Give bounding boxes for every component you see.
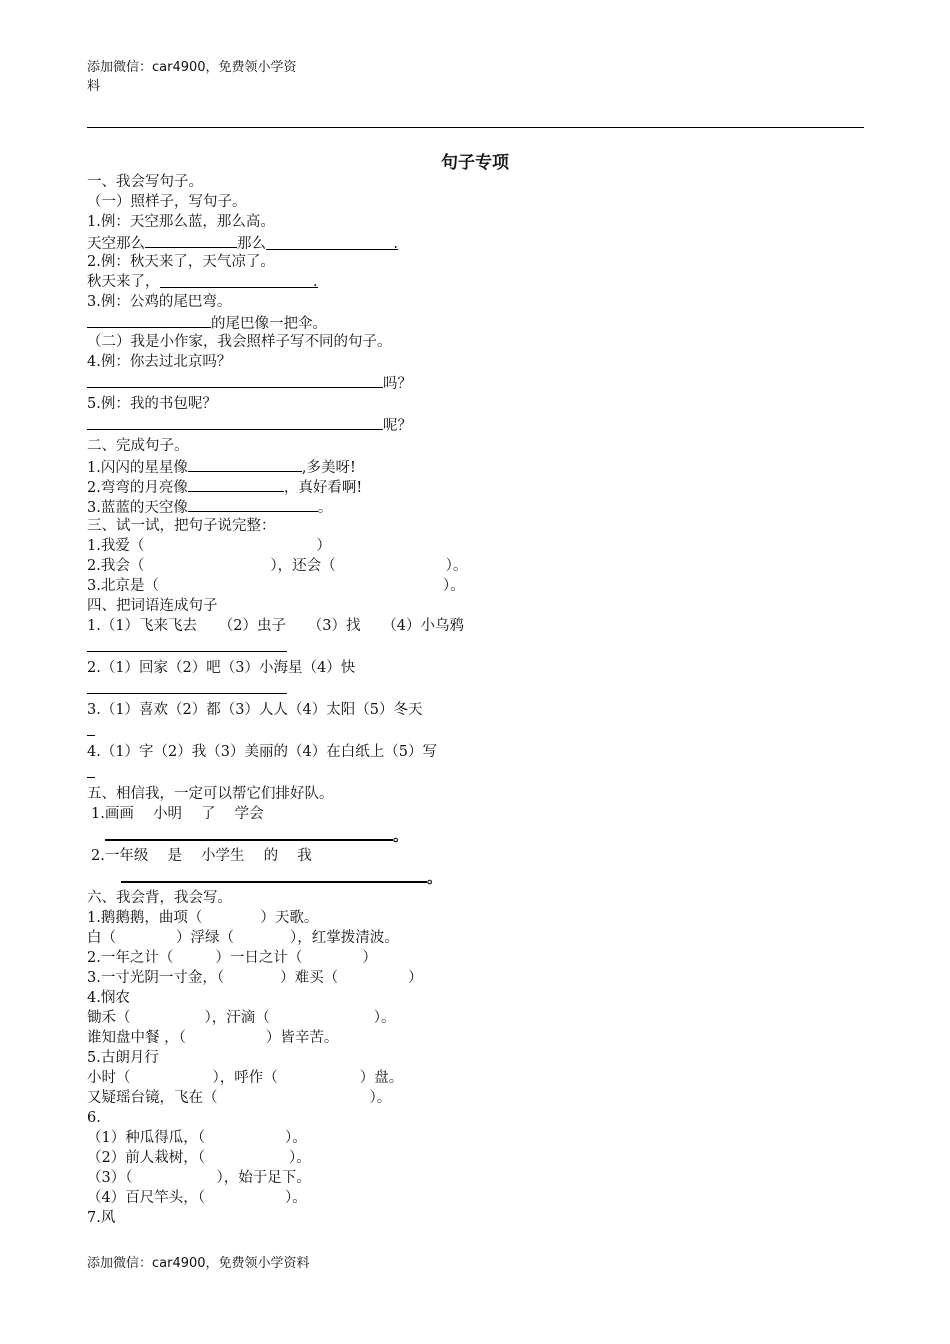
s6-p6-title: 6.	[87, 1110, 101, 1126]
q1-answer: 天空那么 那么 .	[87, 232, 887, 252]
s2-q2: 2.弯弯的月亮像 ，真好看啊!	[87, 476, 887, 496]
s3-q3: 3.北京是（ ）。	[87, 578, 465, 594]
s4-q3-answer	[87, 720, 887, 742]
s3-q2: 2.我会（ ），还会（ ）。	[87, 558, 468, 574]
answer-blank[interactable]: .	[266, 234, 398, 250]
s6-p5-line2: 又疑瑶台镜，飞在（ ）。	[87, 1090, 392, 1106]
q5-answer: 呢？	[87, 414, 887, 436]
s4-q1-answer	[87, 636, 887, 658]
q4-answer: 吗？	[87, 372, 887, 394]
q4-example: 4.例：你去过北京吗？	[87, 354, 232, 370]
section-1-heading: 一、我会写句子。	[87, 174, 203, 190]
s4-q2: 2.（1）回家（2）吧（3）小海星（4）快	[87, 660, 356, 676]
s6-p5-line1: 小时（ ），呼作（ ）盘。	[87, 1070, 404, 1086]
s2-q3: 3.蓝蓝的天空像 。	[87, 496, 887, 516]
s6-p2: 2.一年之计（ ）一日之计（ ）	[87, 950, 377, 966]
s5-q1: 1.画画 小明 了 学会	[91, 806, 264, 822]
answer-blank[interactable]	[121, 866, 427, 883]
s6-p6-line1: （1）种瓜得瓜，（ ）。	[87, 1130, 307, 1146]
s5-q1-answer: 。	[87, 824, 887, 846]
footer-note: 添加微信：car4900，免费领小学资料	[87, 1256, 310, 1271]
s4-q2-answer	[87, 678, 887, 700]
s6-p4-title: 4.悯农	[87, 990, 130, 1006]
s6-p1: 1.鹅鹅鹅，曲项（ ）天歌。	[87, 910, 319, 926]
answer-blank[interactable]	[87, 372, 383, 388]
s6-p7-title: 7.风	[87, 1210, 116, 1226]
s6-p6-line3: （3）（ ），始于足下。	[87, 1170, 311, 1186]
s4-q3: 3.（1）喜欢（2）都（3）人人（4）太阳（5）冬天	[87, 702, 423, 718]
s6-p1-line2: 白（ ）浮绿（ ），红掌拨清波。	[87, 930, 399, 946]
q2-answer: 秋天来了， .	[87, 274, 318, 290]
s2-q1: 1.闪闪的星星像 ,多美呀!	[87, 456, 887, 476]
s3-q1: 1.我爱（ ）	[87, 538, 331, 554]
answer-blank[interactable]	[87, 762, 95, 778]
section-1-sub1: （一）照样子，写句子。	[87, 194, 247, 210]
s4-q4-answer	[87, 762, 887, 784]
header-note	[87, 58, 337, 96]
header-line-2: 料	[87, 79, 101, 94]
answer-blank[interactable]	[105, 824, 393, 841]
answer-blank[interactable]	[188, 456, 302, 472]
page-title: 句子专项	[441, 153, 509, 173]
q5-example: 5.例：我的书包呢？	[87, 396, 217, 412]
section-5-heading: 五、相信我，一定可以帮它们排好队。	[87, 786, 334, 802]
worksheet-body	[87, 172, 887, 1228]
section-4-heading: 四、把词语连成句子	[87, 598, 218, 614]
s5-q2: 2.一年级 是 小学生 的 我	[91, 848, 312, 864]
answer-blank[interactable]: .	[160, 272, 318, 288]
section-3-heading: 三、试一试，把句子说完整：	[87, 518, 276, 534]
answer-blank[interactable]	[87, 312, 211, 328]
s6-p4-line2: 谁知盘中餐 ，（ ）皆辛苦。	[87, 1030, 339, 1046]
answer-blank[interactable]	[188, 496, 318, 512]
header-line-1: 添加微信：car4900，免费领小学资	[87, 60, 297, 75]
s6-p6-line4: （4）百尺竿头，（ ）。	[87, 1190, 307, 1206]
answer-blank[interactable]	[188, 476, 284, 492]
section-6-heading: 六、我会背，我会写。	[87, 890, 232, 906]
answer-blank[interactable]	[87, 720, 95, 736]
s6-p3: 3.一寸光阴一寸金，（ ）难买（ ）	[87, 970, 423, 986]
answer-blank[interactable]	[87, 678, 287, 694]
s5-q2-answer: 。	[87, 866, 887, 888]
section-1-sub2: （二）我是小作家，我会照样子写不同的句子。	[87, 334, 392, 350]
answer-blank[interactable]	[87, 636, 287, 652]
q2-example: 2.例：秋天来了，天气凉了。	[87, 254, 275, 270]
answer-blank[interactable]	[87, 414, 383, 430]
s4-q1: 1.（1）飞来飞去 （2）虫子 （3）找 （4）小乌鸦	[87, 618, 464, 634]
s6-p5-title: 5.古朗月行	[87, 1050, 159, 1066]
q3-example: 3.例：公鸡的尾巴弯。	[87, 294, 232, 310]
s6-p4-line1: 锄禾（ ），汗滴（ ）。	[87, 1010, 396, 1026]
q1-example: 1.例：天空那么蓝，那么高。	[87, 214, 275, 230]
s4-q4: 4.（1）字（2）我（3）美丽的（4）在白纸上（5）写	[87, 744, 437, 760]
s6-p6-line2: （2）前人栽树，（ ）。	[87, 1150, 311, 1166]
section-2-heading: 二、完成句子。	[87, 438, 189, 454]
header-rule	[87, 127, 864, 128]
q3-answer: 的尾巴像一把伞。	[87, 312, 887, 332]
answer-blank[interactable]	[145, 232, 237, 248]
